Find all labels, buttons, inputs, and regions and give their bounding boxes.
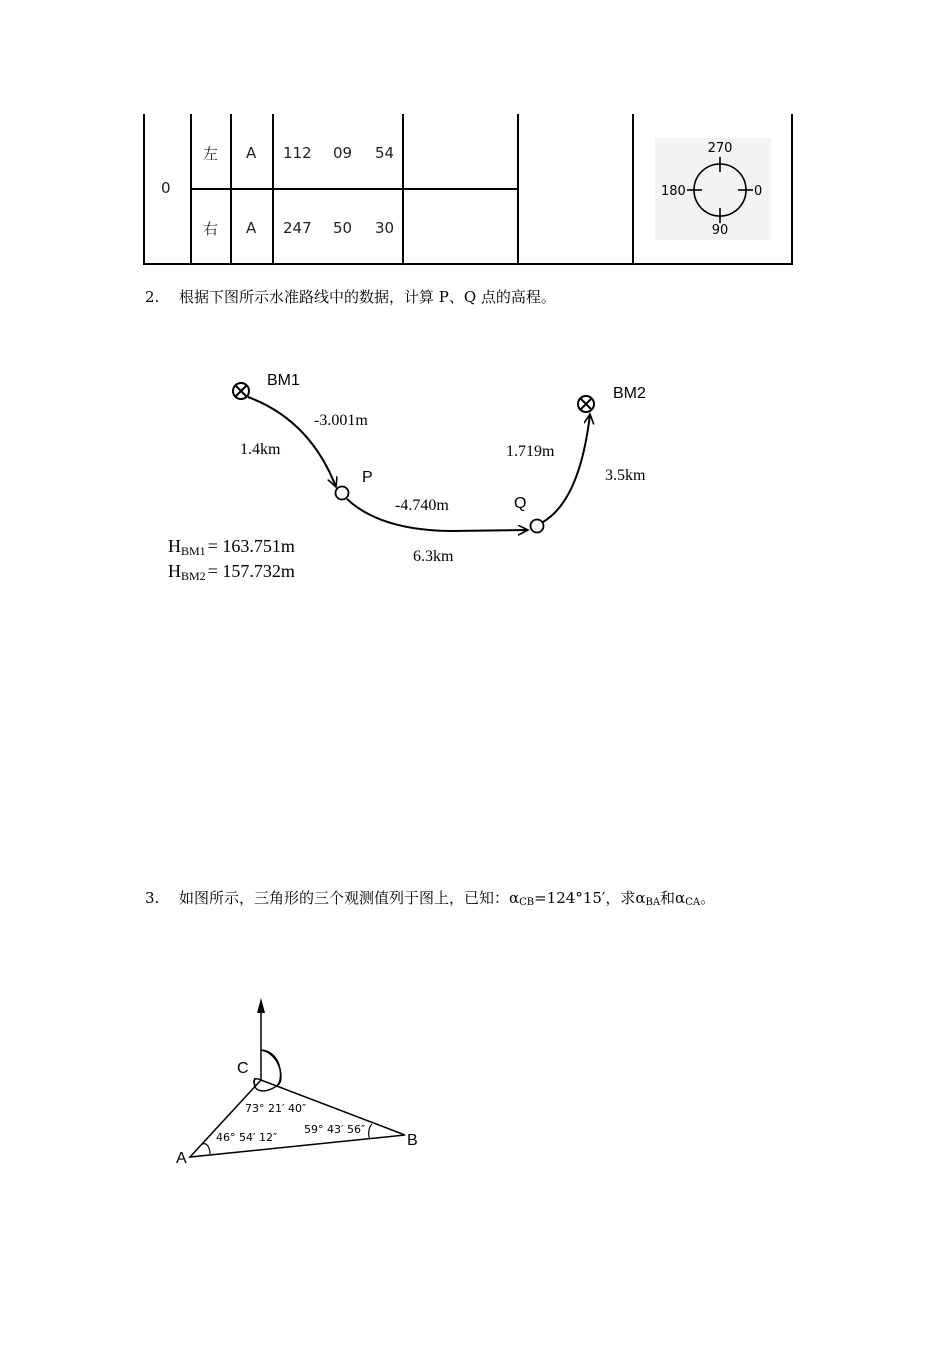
height-diff-3: 1.719m: [506, 443, 555, 460]
hbm2-equation: HBM2 = 157.732m: [168, 561, 295, 583]
table-col-divider: [230, 114, 232, 265]
angle-c-value: 73° 21′ 40″: [245, 1102, 307, 1115]
height-diff-1: -3.001m: [314, 412, 368, 429]
question-3: [145, 887, 715, 908]
vertex-b-label: B: [407, 1132, 418, 1149]
table-col-divider: [272, 114, 274, 265]
angle-b-value: 59° 43′ 56″: [304, 1123, 366, 1136]
observation-table: [143, 114, 793, 265]
second-cell: 30: [375, 219, 395, 237]
target-cell: A: [246, 219, 257, 237]
dial-label-bottom: 90: [711, 223, 729, 238]
table-col-divider: [632, 114, 634, 265]
minute-cell: 09: [333, 144, 353, 162]
bm1-benchmark-icon: [233, 383, 249, 399]
dial-label-top: 270: [707, 141, 733, 156]
route-segment-q-bm2: [543, 414, 590, 522]
angle-arc-a: [201, 1144, 210, 1154]
minute-cell: 50: [333, 219, 353, 237]
question-text-part: =124°15′，求α: [534, 889, 646, 907]
question-number: 3.: [145, 889, 160, 907]
degree-cell: 247: [283, 219, 312, 237]
table-border-left: [143, 114, 145, 265]
table-row-divider: [190, 188, 518, 190]
q-label: Q: [514, 495, 527, 512]
table-col-divider: [402, 114, 404, 265]
distance-1: 1.4km: [240, 441, 281, 458]
question-text-part: 如图所示，三角形的三个观测值列于图上，已知：α: [179, 889, 520, 907]
second-cell: 54: [375, 144, 395, 162]
subscript-ca: CA: [685, 897, 701, 908]
distance-2: 6.3km: [413, 548, 454, 565]
table-border-right: [791, 114, 793, 265]
bm2-label: BM2: [613, 385, 646, 402]
question-text-part: 和α: [660, 889, 686, 907]
p-label: P: [362, 469, 373, 486]
angle-a-value: 46° 54′ 12″: [216, 1131, 278, 1144]
distance-3: 3.5km: [605, 467, 646, 484]
face-right-cell: 右: [203, 220, 219, 238]
azimuth-arc: [254, 1050, 281, 1085]
dial-label-left: 180: [661, 184, 686, 199]
face-left-cell: 左: [203, 145, 219, 163]
leveling-route-diagram: [0, 360, 952, 600]
north-arrow-icon: [257, 998, 265, 1013]
subscript-cb: CB: [519, 897, 535, 908]
table-border-bottom: [143, 263, 793, 265]
bm1-label: BM1: [267, 372, 300, 389]
target-cell: A: [246, 144, 257, 162]
table-col-divider: [190, 114, 192, 265]
angle-arc-b: [369, 1124, 372, 1139]
degree-cell: 112: [283, 144, 312, 162]
point-q-marker: [531, 520, 544, 533]
circle-dial-diagram: [655, 138, 771, 240]
station-cell: 0: [161, 179, 171, 197]
question-text: 根据下图所示水准路线中的数据，计算 P、Q 点的高程。: [179, 288, 556, 306]
question-2: [145, 286, 556, 307]
hbm1-equation: HBM1 = 163.751m: [168, 536, 295, 558]
point-p-marker: [336, 487, 349, 500]
vertex-c-label: C: [237, 1060, 249, 1077]
height-diff-2: -4.740m: [395, 497, 449, 514]
table-col-divider: [517, 114, 519, 265]
subscript-ba: BA: [645, 897, 661, 908]
triangle-diagram: [0, 990, 952, 1170]
question-number: 2.: [145, 288, 160, 306]
bm2-benchmark-icon: [578, 396, 594, 412]
dial-label-right: 0: [754, 184, 763, 199]
question-text-part: 。: [700, 889, 716, 907]
vertex-a-label: A: [176, 1150, 187, 1167]
triangle-abc: [190, 1080, 405, 1157]
